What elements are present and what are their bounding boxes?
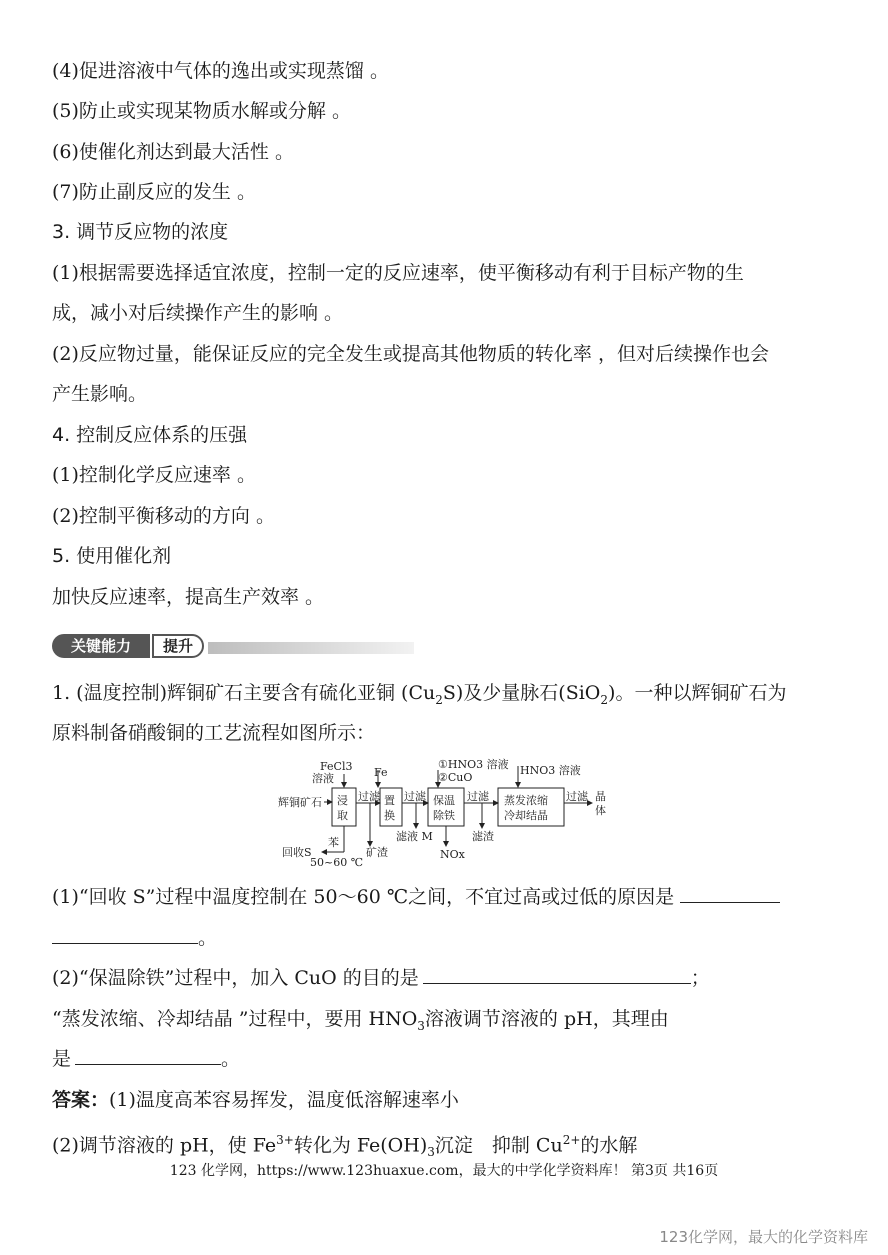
question-line: (1)“回收 S”过程中温度控制在 50～60 ℃之间，不宜过高或过低的原因是 [52,884,780,910]
question-line: 1. (温度控制)辉铜矿石主要含有硫化亚铜 $(Cu_2S)$及少量脉石(SiO$_2$)。一种以辉铜矿石为 [52,682,787,707]
answer-label: 答案： [52,1089,110,1111]
text-line: 加快反应速率，提高生产效率 。 [52,586,325,608]
banner-bar [208,642,414,654]
question-line: 是 。 [52,1048,241,1070]
text-line: (5)防止或实现某物质水解或分解 。 [52,100,351,122]
product-2: 体 [595,804,606,817]
reagent-hno3: HNO3 溶液 [520,764,581,777]
filtrate-m: 滤液 M [396,830,433,843]
process-flow-diagram [270,756,620,868]
section-banner [52,634,414,660]
answer-blank[interactable] [680,884,780,903]
box-replace-2: 换 [384,809,395,822]
answer-blank[interactable] [52,925,198,944]
reagent-fecl3: FeCl3 [320,760,353,773]
text-line: (1)根据需要选择适宜浓度，控制一定的反应速率，使平衡移动有利于目标产物的生 [52,262,744,284]
question-line: 原料制备硝酸铜的工艺流程如图所示： [52,722,376,744]
banner-label-left: 关键能力 [52,634,150,658]
reagent-hno3-cuo-2: ②CuO [438,771,473,784]
page-footer: 123 化学网，https://www.123huaxue.com，最大的中学化学资料库！ 第3页 共16页 [169,1163,719,1179]
filter-label: 过滤 [566,790,588,803]
recover-s: 回收S [282,846,312,859]
question-line: “蒸发浓缩、冷却结晶 ”过程中，要用 $HNO_3$溶液调节溶液的 pH，其理由 [52,1008,669,1033]
ore-residue: 矿渣 [366,846,388,859]
text-line: (2)控制平衡移动的方向 。 [52,505,275,527]
banner-label-right: 提升 [152,634,204,658]
text-line: 产生影响。 [52,383,148,405]
text-line: 成，减小对后续操作产生的影响 。 [52,302,344,324]
text-line: (4)促进溶液中气体的逸出或实现蒸馏 。 [52,60,389,82]
filter-label: 过滤 [358,790,380,803]
answer-blank[interactable] [423,965,691,984]
box-remove-fe-2: 除铁 [433,809,455,822]
text-line: (2)反应物过量，能保证反应的完全发生或提高其他物质的转化率 ，但对后续操作也会 [52,343,769,365]
feed-label: 辉铜矿石 [278,796,322,809]
box-replace-1: 置 [384,794,395,807]
nox: NOx [440,848,465,861]
text-line: (1)控制化学反应速率 。 [52,464,256,486]
filter-label: 过滤 [467,790,489,803]
watermark: 123化学网，最大的化学资料库 [659,1228,868,1246]
question-line: 。 [52,925,217,951]
product-1: 晶 [595,790,606,803]
reagent-hno3-cuo-1: ①HNO3 溶液 [438,758,509,771]
reagent-fecl3-sol: 溶液 [312,772,334,785]
question-line: (2)“保温除铁”过程中，加入 CuO 的目的是 ； [52,967,710,989]
text-line: (7)防止副反应的发生 。 [52,181,256,203]
residue: 滤渣 [472,830,494,843]
filter-label: 过滤 [404,790,426,803]
box-crystallize-2: 冷却结晶 [504,809,548,822]
section-heading: 4. 控制反应体系的压强 [52,424,248,446]
answer-line: (2)调节溶液的 pH，使 $Fe^{3+}$转化为 $Fe(OH)_3$沉淀 抑制 $Cu^{2+}$的水解 [52,1133,638,1160]
section-heading: 5. 使用催化剂 [52,545,172,567]
temperature: 50~60 ℃ [310,856,364,868]
reagent-fe: Fe [374,766,388,779]
section-heading: 3. 调节反应物的浓度 [52,221,229,243]
box-leach-1: 浸 [337,794,348,807]
box-remove-fe-1: 保温 [433,794,455,807]
text-line: (6)使催化剂达到最大活性 。 [52,141,294,163]
answer-blank[interactable] [75,1046,221,1065]
box-crystallize-1: 蒸发浓缩 [504,794,548,807]
answer-line: 答案：(1)温度高苯容易挥发，温度低溶解速率小 [52,1089,459,1111]
benzene: 苯 [328,836,339,849]
box-leach-2: 取 [337,809,348,822]
